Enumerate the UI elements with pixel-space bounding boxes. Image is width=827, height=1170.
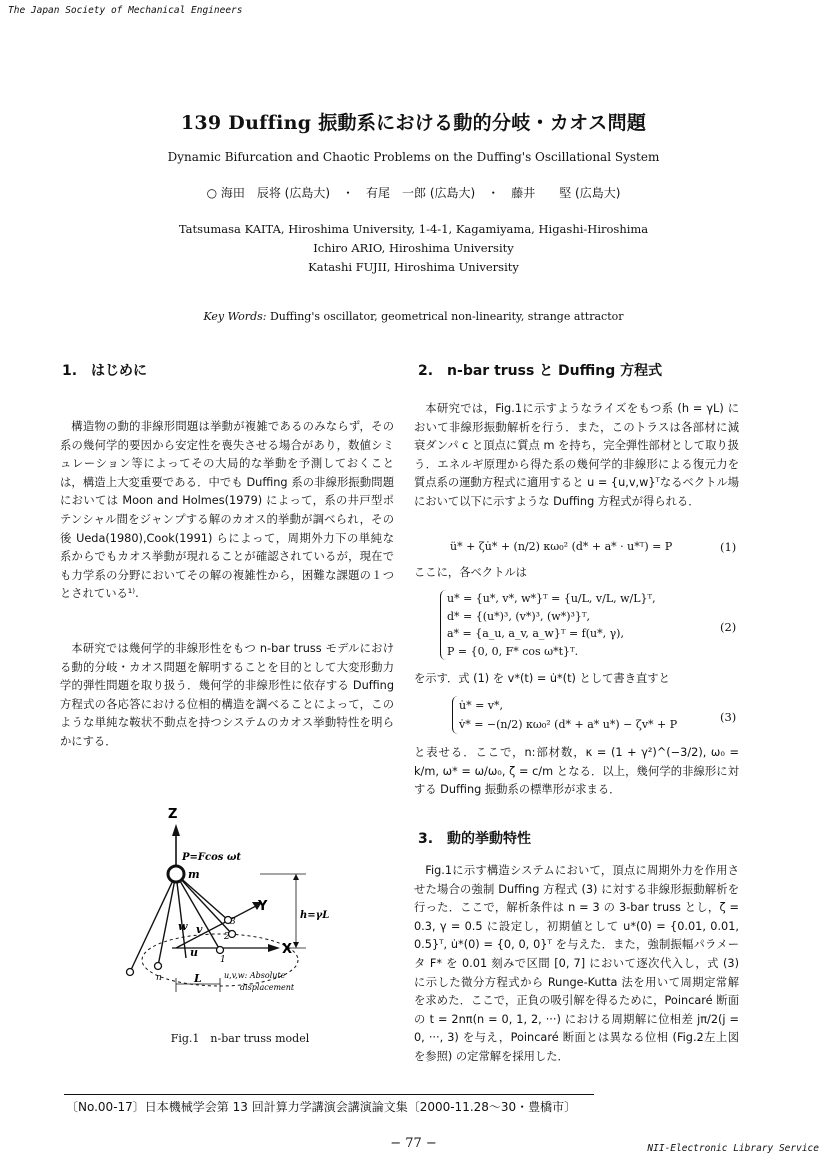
y-axis-label: Y	[258, 899, 268, 914]
equation-3-line-1: u̇* = v*,	[459, 699, 504, 712]
displacement-label-1: u,v,w: Absolute	[224, 971, 286, 980]
figure-1	[110, 802, 370, 1012]
section-3-paragraph-1: Fig.1に示す構造システムにおいて，頂点に周期外力を作用させた場合の強制 Duffing 方程式 (3) に対する非線形振動解析を行った．ここで，解析条件は n = 3 の 3-bar truss とし，ζ = 0.3, γ = 0.5 に設定し，初期値として u*(0) = {0.01, 0.01, 0.5}ᵀ, u̇*(0) = {0, 0, 0}ᵀ を与えた．また，強制振幅パラメータ F* を 0.01 刻みで区間 [0, 7] において逐次代入し，式 (3) に示した微分方程式から Runge-Kutta 法を用いて周期定常解を求めた．ここで，正負の吸引解を得るために，Poincaré 断面の t = 2nπ(n = 0, 1, 2, ···) における周期解に位相差 jπ/2(j = 0, ···, 3) を与え，Poincaré 断面とは異なる位相 (Fig.2左上図を参照) の定常解を採用した．	[414, 864, 739, 1063]
node-2-label: 2	[224, 932, 230, 942]
displacement-label-2: displacement	[240, 983, 295, 992]
node-1-label: 1	[220, 955, 226, 965]
equation-3-number: (3)	[720, 710, 737, 724]
section-1-paragraph-1: 構造物の動的非線形問題は挙動が複雑であるのみならず，その系の幾何学的要因から安定性を喪失させる場合があり，数値シミュレーション等によってその大局的な挙動を予測しておくことは，構造上大変重要である．中でも Duffing 系の非線形振動問題においては Moon and Holmes(1979) によって，系の井戸型ポテンシャル間をジャンプする解のカオス的挙動が調べられ，その後 Ueda(1980),Cook(1991) らによって，周期外力下の単純な系からでもカオス挙動が現れることが確認されているが，現在でも力学系の分野においてその解の複雑性から，困難な課題の１つとされている¹⁾.	[60, 420, 394, 601]
paper-title: 139 Duffing 振動系における動的分岐・カオス問題	[180, 112, 647, 134]
z-axis-label: Z	[168, 807, 178, 822]
l-label: L	[194, 972, 202, 985]
section-2-paragraph-1: 本研究では，Fig.1に示すようなライズをもつ系 (h = γL) において非線形振動解析を行う．また，このトラスは各部材に減衰ダンパ c と頂点に質点 m を持ち，完全弾性部材として取り扱う．エネルギ原理から得た系の幾何学的非線形による復元力を質点系の運動方程式に適用すると u = {u,v,w}ᵀなるベクトル場において以下に示すような Duffing 方程式が得られる．	[414, 402, 739, 508]
journal-header: The Japan Society of Mechanical Engineers	[8, 5, 243, 16]
affiliation-1: Tatsumasa KAITA, Hiroshima University, 1-4-1, Kagamiyama, Higashi-Hiroshima	[178, 222, 649, 236]
equation-2-line-2: d* = {(u*)³, (v*)³, (w*)³}ᵀ,	[447, 609, 591, 623]
footer-rule	[64, 1094, 594, 1095]
w-label: w	[178, 920, 188, 933]
u-label: u	[190, 946, 198, 959]
v-label: v	[196, 923, 203, 936]
equation-2-number: (2)	[720, 620, 737, 634]
truss-diagram	[110, 802, 370, 1012]
equation-1: ü* + ζu̇* + (n/2) κω₀² (d* + a* · u*ᵀ) = P	[450, 540, 673, 553]
node-n-label: n	[156, 973, 162, 983]
equation-2-line-4: P = {0, 0, F* cos ω*t}ᵀ.	[447, 644, 579, 658]
keywords-label: Key Words:	[203, 310, 267, 323]
section-3-heading: 3. 動的挙動特性	[418, 831, 532, 847]
authors-japanese: ○ 海田 辰将 (広島大) ・ 有尾 一郎 (広島大) ・ 藤井 堅 (広島大)	[206, 186, 621, 200]
proceedings-footer: 〔No.00-17〕日本機械学会第 13 回計算力学講演会講演論文集〔2000-11.28〜30・豊橋市〕	[66, 1100, 577, 1114]
page-number: − 77 −	[390, 1136, 437, 1151]
section-2-paragraph-2: ここに，各ベクトルは	[414, 566, 527, 579]
library-footer: NII-Electronic Library Service	[647, 1143, 819, 1154]
keywords-line	[0, 310, 827, 323]
figure-1-caption: Fig.1 n-bar truss model	[170, 1032, 310, 1045]
section-1-heading: 1. はじめに	[62, 363, 148, 379]
keywords-text: Duffing's oscillator, geometrical non-linearity, strange attractor	[269, 310, 624, 323]
equation-3-line-2: v̇* = −(n/2) κω₀² (d* + a* u*) − ζv* + P	[459, 718, 678, 731]
x-axis-label: X	[282, 942, 293, 957]
section-1-paragraph-2: 本研究では幾何学的非線形性をもつ n-bar truss モデルにおける動的分岐・カオス問題を解明することを目的として大変形動力学的弾性問題を取り扱う．幾何学的非線形性に依存する Duffing 方程式の各応答における位相的構造を調べることによって，このような単純な鞍状不動点を持つシステムのカオス挙動特性を明らかにする．	[60, 642, 394, 748]
section-2-paragraph-4: と表せる．ここで，n:部材数，κ = (1 + γ²)^(−3/2), ω₀ = k/m, ω* = ω/ω₀, ζ = c/m となる．以上，幾何学的非線形に対する Duffing 振動系の標準形が求まる．	[414, 746, 739, 797]
height-label: h=γL	[300, 910, 330, 921]
equation-2-line-3: a* = {a_u, a_v, a_w}ᵀ = f(u*, γ),	[447, 627, 624, 640]
equation-2	[440, 590, 697, 660]
equation-2-line-1: u* = {u*, v*, w*}ᵀ = {u/L, v/L, w/L}ᵀ,	[447, 592, 656, 605]
mass-label: m	[188, 868, 200, 881]
affiliation-2: Ichiro ARIO, Hiroshima University	[313, 241, 514, 255]
equation-1-number: (1)	[720, 540, 737, 554]
equation-3	[452, 696, 714, 734]
section-2-heading: 2. n-bar truss と Duffing 方程式	[418, 363, 663, 379]
affiliation-3: Katashi FUJII, Hiroshima University	[308, 260, 519, 274]
force-label: P=Fcos ωt	[182, 852, 242, 863]
section-2-paragraph-3: を示す．式 (1) を v*(t) = u̇*(t) として書き直すと	[414, 672, 670, 685]
paper-subtitle: Dynamic Bifurcation and Chaotic Problems on the Duffing's Oscillational System	[167, 150, 660, 164]
node-3-label: 3	[230, 917, 236, 927]
